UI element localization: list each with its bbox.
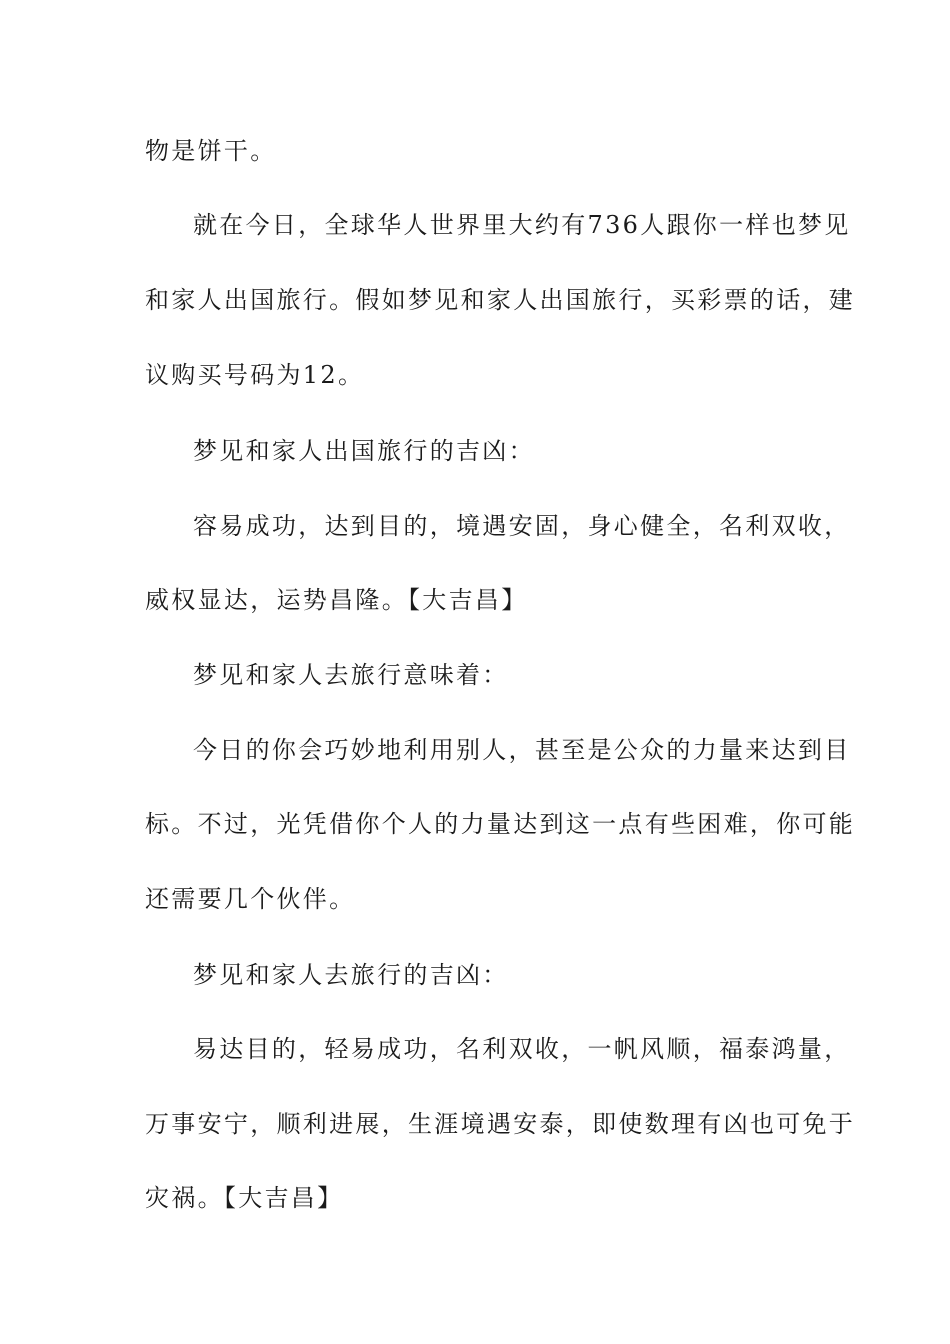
text-line: 万事安宁，顺利进展，生涯境遇安泰，即使数理有凶也可免于 xyxy=(145,1110,856,1138)
text-line: 梦见和家人去旅行意味着： xyxy=(193,661,509,689)
text-line: 威权显达，运势昌隆。【大吉昌】 xyxy=(145,586,528,614)
text-line: 梦见和家人出国旅行的吉凶： xyxy=(193,437,535,465)
text-line: 今日的你会巧妙地利用别人，甚至是公众的力量来达到目 xyxy=(193,736,851,764)
text-line: 和家人出国旅行。假如梦见和家人出国旅行，买彩票的话，建 xyxy=(145,286,856,314)
text-line: 就在今日，全球华人世界里大约有736人跟你一样也梦见 xyxy=(193,211,851,239)
text-line: 还需要几个伙伴。 xyxy=(145,885,356,913)
text-line: 议购买号码为12。 xyxy=(145,361,365,389)
text-line: 易达目的，轻易成功，名利双收，一帆风顺，福泰鸿量， xyxy=(193,1035,851,1063)
text-line: 灾祸。【大吉昌】 xyxy=(145,1184,344,1212)
text-line: 标。不过，光凭借你个人的力量达到这一点有些困难，你可能 xyxy=(145,810,856,838)
text-line: 物是饼干。 xyxy=(145,137,277,165)
text-line: 梦见和家人去旅行的吉凶： xyxy=(193,961,509,989)
text-line: 容易成功，达到目的，境遇安固，身心健全，名利双收， xyxy=(193,512,851,540)
